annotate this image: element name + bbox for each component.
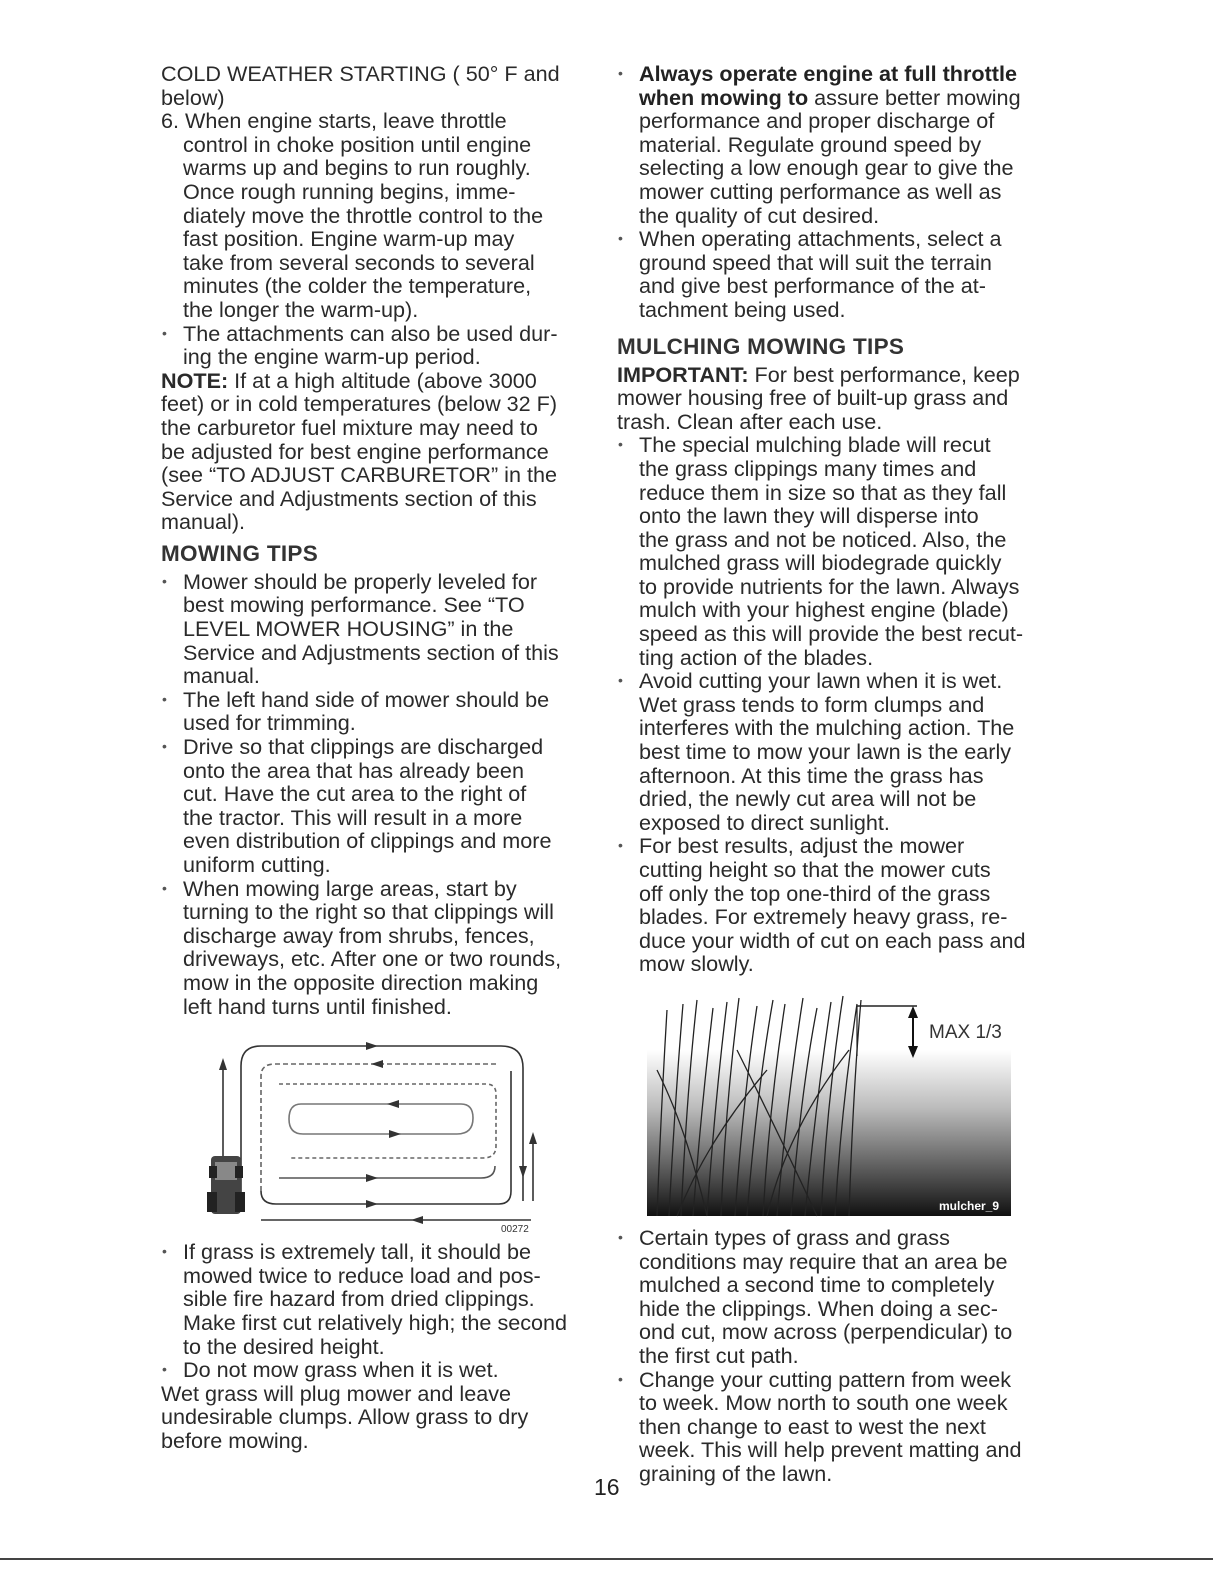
text-line: hide the clippings. When doing a sec-	[639, 1295, 998, 1321]
text-line: If at a high altitude (above 3000	[228, 367, 537, 393]
grass-block	[647, 1050, 1011, 1216]
bullet-wet-grass	[161, 1358, 591, 1452]
text-line: turning to the right so that clippings will	[183, 899, 554, 925]
cold-weather-title	[161, 62, 591, 109]
text-line: uniform cutting.	[183, 852, 331, 877]
text-line: trash. Clean after each use.	[617, 408, 883, 434]
text-line: manual).	[161, 509, 246, 535]
bottom-rule	[0, 1558, 1213, 1560]
text-line: mower cutting performance as well as	[639, 178, 1002, 204]
text-line: mulch with your highest engine (blade)	[639, 597, 1009, 623]
text-line: duce your width of cut on each pass and	[639, 927, 1026, 953]
text-line: and give best performance of the at-	[639, 273, 986, 299]
text-line: even distribution of clippings and more	[183, 828, 552, 854]
text-line: manual.	[183, 663, 260, 689]
text-line: mower housing free of built-up grass and	[617, 385, 1009, 411]
mulching-tips-heading: MULCHING MOWING TIPS	[617, 333, 905, 359]
max-label: MAX 1/3	[929, 1021, 1002, 1043]
text-line: ground speed that will suit the terrain	[639, 249, 992, 275]
text-line: LEVEL MOWER HOUSING” in the	[183, 616, 514, 642]
text-line: mulched grass will biodegrade quickly	[639, 550, 1002, 576]
text-line: driveways, etc. After one or two rounds,	[183, 946, 562, 972]
text-line: to provide nutrients for the lawn. Always	[639, 573, 1020, 599]
bullet-change-pattern	[617, 1368, 1057, 1486]
text-line: • The special mulching blade will recut	[639, 432, 991, 458]
text-line: the tractor. This will result in a more	[183, 804, 523, 830]
text-line: • The left hand side of mower should be	[183, 686, 550, 712]
text-line: material. Regulate ground speed by	[639, 131, 982, 157]
bullet-second-mulch	[617, 1226, 1057, 1368]
important-paragraph	[617, 363, 1057, 434]
mowing-pattern-diagram	[161, 1026, 591, 1236]
right-column	[617, 62, 1057, 1486]
text-line: best time to mow your lawn is the early	[639, 739, 1012, 765]
text-line: dried, the newly cut area will not be	[639, 786, 977, 812]
text-line: be adjusted for best engine performance	[161, 438, 549, 464]
text-line: blades. For extremely heavy grass, re-	[639, 904, 1008, 930]
text-line: to the desired height.	[183, 1333, 385, 1359]
text-line: • The attachments can also be used dur-	[183, 320, 558, 346]
text-line: conditions may require that an area be	[639, 1248, 1008, 1274]
text-line: best mowing performance. See “TO	[183, 592, 525, 618]
text-line: • Drive so that clippings are discharged	[183, 734, 544, 760]
text-line: • For best results, adjust the mower	[639, 833, 965, 859]
text-line: tachment being used.	[639, 296, 846, 322]
text-line: selecting a low enough gear to give the	[639, 155, 1014, 181]
text-line: • If grass is extremely tall, it should be	[183, 1239, 532, 1265]
bullet-left-side-trimming	[161, 688, 591, 735]
text-line: For best performance, keep	[748, 361, 1020, 387]
bullet-attachments-warmup	[161, 322, 591, 369]
bullet-attachments-speed	[617, 227, 1057, 321]
left-column	[161, 62, 591, 1453]
text-line: (see “TO ADJUST CARBURETOR” in the	[161, 462, 557, 488]
text-line: afternoon. At this time the grass has	[639, 762, 984, 788]
grass-height-figure	[617, 990, 1057, 1220]
text-line: COLD WEATHER STARTING ( 50° F and	[161, 61, 560, 86]
text-line: • When operating attachments, select a	[639, 226, 1002, 252]
page-number: 16	[594, 1474, 620, 1500]
text-line: discharge away from shrubs, fences,	[183, 922, 535, 948]
text-line: then change to east to west the next	[639, 1413, 986, 1439]
text-line: ond cut, mow across (perpendicular) to	[639, 1319, 1013, 1345]
text-line: off only the top one-third of the grass	[639, 880, 991, 906]
text-line: undesirable clumps. Allow grass to dry	[161, 1404, 529, 1430]
text-line: ting action of the blades.	[639, 644, 874, 670]
bullet-large-areas	[161, 877, 591, 1019]
text-line: • Do not mow grass when it is wet.	[183, 1357, 499, 1383]
text-line: before mowing.	[161, 1427, 309, 1453]
text-line: Make first cut relatively high; the second	[183, 1309, 568, 1335]
text-line: mow slowly.	[639, 951, 754, 977]
text-line: ing the engine warm-up period.	[183, 344, 481, 370]
text-line: • When mowing large areas, start by	[183, 875, 517, 901]
step-6	[161, 109, 591, 321]
bullet-leveled	[161, 570, 591, 688]
text-line: the quality of cut desired.	[639, 202, 880, 228]
bullet-mulching-blade	[617, 433, 1057, 669]
text-line: Service and Adjustments section of this	[161, 485, 537, 511]
text-line: exposed to direct sunlight.	[639, 809, 890, 835]
text-line: the grass and not be noticed. Also, the	[639, 526, 1007, 552]
text-line: warms up and begins to run roughly.	[183, 155, 531, 181]
text-line: the longer the warm-up).	[183, 296, 419, 322]
text-line: mowed twice to reduce load and pos-	[183, 1262, 541, 1288]
text-line: take from several seconds to several	[183, 249, 535, 275]
text-line: speed as this will provide the best recut-	[639, 621, 1024, 647]
grass-illustration	[617, 990, 1057, 1220]
text-line: to week. Mow north to south one week	[639, 1390, 1008, 1416]
figure-code: 00272	[501, 1224, 529, 1236]
text-line: interferes with the mulching action. The	[639, 715, 1015, 741]
text-line: • Change your cutting pattern from week	[639, 1366, 1012, 1392]
text-line: onto the area that has already been	[183, 757, 524, 783]
text-line: used for trimming.	[183, 710, 356, 736]
mowing-pattern-figure	[161, 1026, 591, 1236]
text-line: mow in the opposite direction making	[183, 969, 539, 995]
bullet-avoid-wet	[617, 669, 1057, 834]
tractor-icon	[207, 1156, 245, 1214]
text-line: the grass clippings many times and	[639, 455, 977, 481]
text-line: the first cut path.	[639, 1342, 799, 1368]
mowing-tips-heading: MOWING TIPS	[161, 540, 319, 566]
text-line: graining of the lawn.	[639, 1460, 833, 1486]
text-line: • Avoid cutting your lawn when it is wet.	[639, 668, 1003, 694]
text-line: the carburetor fuel mixture may need to	[161, 414, 538, 440]
text-line: cut. Have the cut area to the right of	[183, 781, 527, 807]
bullet-cutting-height	[617, 834, 1057, 976]
text-line: assure better mowing	[808, 84, 1021, 110]
text-line: below)	[161, 84, 225, 110]
bullet-full-throttle	[617, 62, 1057, 227]
text-line: cutting height so that the mower cuts	[639, 857, 991, 882]
text-line: mulched a second time to completely	[639, 1272, 995, 1298]
text-line: feet) or in cold temperatures (below 32 F)	[161, 391, 558, 417]
figure-tag: mulcher_9	[939, 1198, 1000, 1213]
text-line: when mowing to	[639, 84, 809, 110]
text-line: onto the lawn they will disperse into	[639, 503, 979, 529]
note-label: NOTE:	[161, 367, 229, 393]
bullet-discharge	[161, 735, 591, 877]
text-line: week. This will help prevent matting and	[639, 1437, 1022, 1463]
text-line: 6. When engine starts, leave throttle	[161, 108, 507, 134]
text-line: minutes (the colder the temperature,	[183, 273, 532, 299]
text-line: sible fire hazard from dried clippings.	[183, 1286, 535, 1312]
text-line: • Mower should be properly leveled for	[183, 568, 538, 594]
bullet-tall-grass	[161, 1240, 591, 1358]
text-line: Once rough running begins, imme-	[183, 178, 516, 204]
text-line: reduce them in size so that as they fall	[639, 479, 1007, 505]
text-line: • Certain types of grass and grass	[639, 1224, 950, 1250]
text-line: control in choke position until engine	[183, 131, 532, 157]
text-line: fast position. Engine warm-up may	[183, 226, 515, 252]
important-label: IMPORTANT:	[617, 361, 749, 387]
text-line: performance and proper discharge of	[639, 108, 995, 134]
text-line: • Always operate engine at full throttle	[639, 61, 1017, 86]
text-line: diately move the throttle control to the	[183, 202, 544, 228]
text-line: left hand turns until finished.	[183, 993, 452, 1019]
text-line: Service and Adjustments section of this	[183, 639, 559, 665]
text-line: Wet grass will plug mower and leave	[161, 1380, 512, 1406]
text-line: Wet grass tends to form clumps and	[639, 691, 985, 717]
note-paragraph	[161, 369, 591, 534]
